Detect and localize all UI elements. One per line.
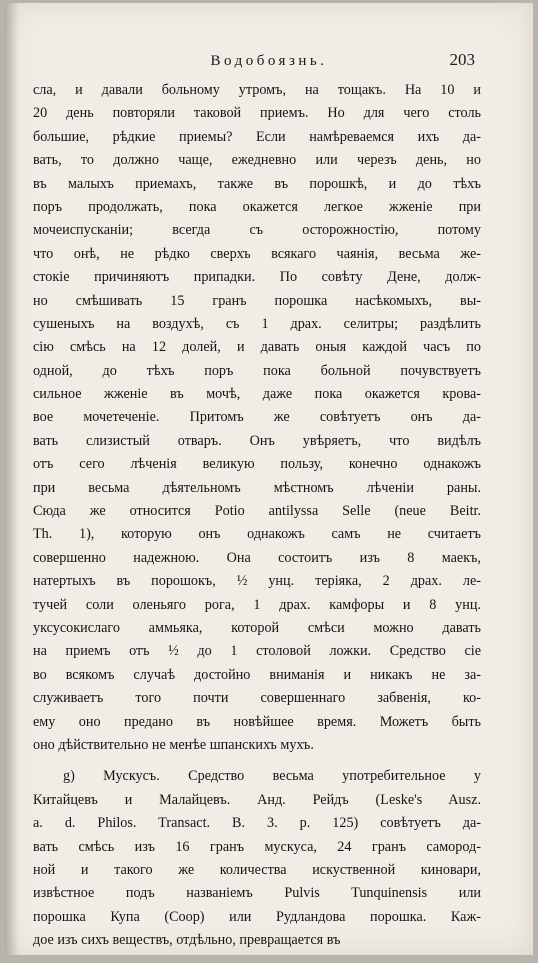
text-line: извѣстное подъ названіемъ Pulvis Tunquinensis или [33, 885, 481, 902]
text-line: вое мочетеченіе. Притомъ же совѣтуетъ онъ да- [33, 409, 481, 426]
text-line: вать слизистый отваръ. Онъ увѣряетъ, что видѣлъ [33, 432, 481, 449]
text-line: тучей соли оленьяго рога, 1 драх. камфоры и 8 унц. [33, 596, 481, 613]
text-line: Th. 1), которую онъ однакожъ самъ не считаетъ [33, 526, 481, 543]
text-line: въ малыхъ приемахъ, также въ порошкѣ, и до тѣхъ [33, 175, 481, 192]
page-number: 203 [449, 50, 475, 69]
text-line: сію смѣсь на 12 долей, и давать оныя каждой часъ по [33, 339, 481, 356]
text-line: поръ продолжать, пока окажется легкое жженіе при [33, 198, 481, 215]
text-line: вать, то должно чаще, ежедневно или черезъ день, но [33, 152, 481, 169]
text-line: g) Мускусъ. Средство весьма употребительное у [63, 768, 481, 785]
text-line: натертыхъ въ порошокъ, ½ унц. теріяка, 2 драх. ле- [33, 573, 481, 590]
text-line: стокіе причиняютъ припадки. По совѣту Дене, долж- [33, 269, 481, 286]
text-line: при весьма дѣятельномъ мѣстномъ лѣченіи раны. [33, 479, 481, 496]
text-line: уксусокислаго аммьяка, которой смѣси можно давать [33, 619, 481, 636]
text-line: оно дѣйствительно не менѣе шпанскихъ мухъ. [33, 736, 314, 753]
text-line: сушеныхъ на воздухѣ, съ 1 драх. селитры; раздѣлить [33, 315, 481, 332]
page-header [5, 50, 533, 79]
text-line: служиваетъ того почти совершеннаго забвенія, ко- [33, 690, 481, 707]
text-line: что онѣ, не рѣдко сверхъ всякаго чаянія, весьма же- [33, 245, 481, 262]
book-page [5, 3, 533, 955]
text-line: дое изъ сихъ веществъ, отдѣльно, превращается въ [33, 932, 341, 949]
text-line: Китайцевъ и Малайцевъ. Анд. Рейдъ (Leske's Ausz. [33, 791, 481, 808]
text-line: Сюда же относится Potio antilyssa Selle (neue Beitr. [33, 503, 481, 520]
text-line: большие, рѣдкие приемы? Если намѣреваемся ихъ да- [33, 128, 481, 145]
text-line: совершенно надежною. Она состоитъ изъ 8 маекъ, [33, 549, 481, 566]
text-line: сильное жженіе въ мочѣ, даже пока окажется крова- [33, 386, 481, 403]
text-line: вать смѣсь изъ 16 гранъ мускуса, 24 гранъ самород- [33, 838, 481, 855]
text-line: 20 день повторяли таковой приемъ. Но для чего столь [33, 105, 481, 122]
text-line: но смѣшивать 15 гранъ порошка насѣкомыхъ, вы- [33, 292, 481, 309]
text-line: ной и такого же количества искуственной киновари, [33, 861, 481, 878]
text-line: мочеиспусканіи; всегда съ осторожностію, потому [33, 222, 481, 239]
text-line: во всякомъ случаѣ достойно вниманія и никакъ не за- [33, 666, 481, 683]
text-line: одной, до тѣхъ поръ пока больной почувствуетъ [33, 362, 481, 379]
text-line: отъ сего лѣченія великую пользу, конечно однакожъ [33, 456, 481, 473]
text-line: a. d. Philos. Transact. B. 3. p. 125) совѣтуетъ да- [33, 815, 481, 832]
page-gutter-shadow [5, 3, 19, 955]
running-title: Водобоязнь. [210, 53, 328, 69]
text-line: на приемъ отъ ½ до 1 столовой ложки. Средство сіе [33, 643, 481, 660]
text-line: порошка Купа (Coop) или Рудландова порошка. Каж- [33, 908, 481, 925]
body-text [33, 79, 481, 952]
text-line: сла, и давали больному утромъ, на тощакъ. На 10 и [33, 82, 481, 98]
text-line: ему оно предано въ новѣйшее время. Можетъ быть [33, 713, 481, 730]
paragraph-gap [33, 757, 481, 765]
